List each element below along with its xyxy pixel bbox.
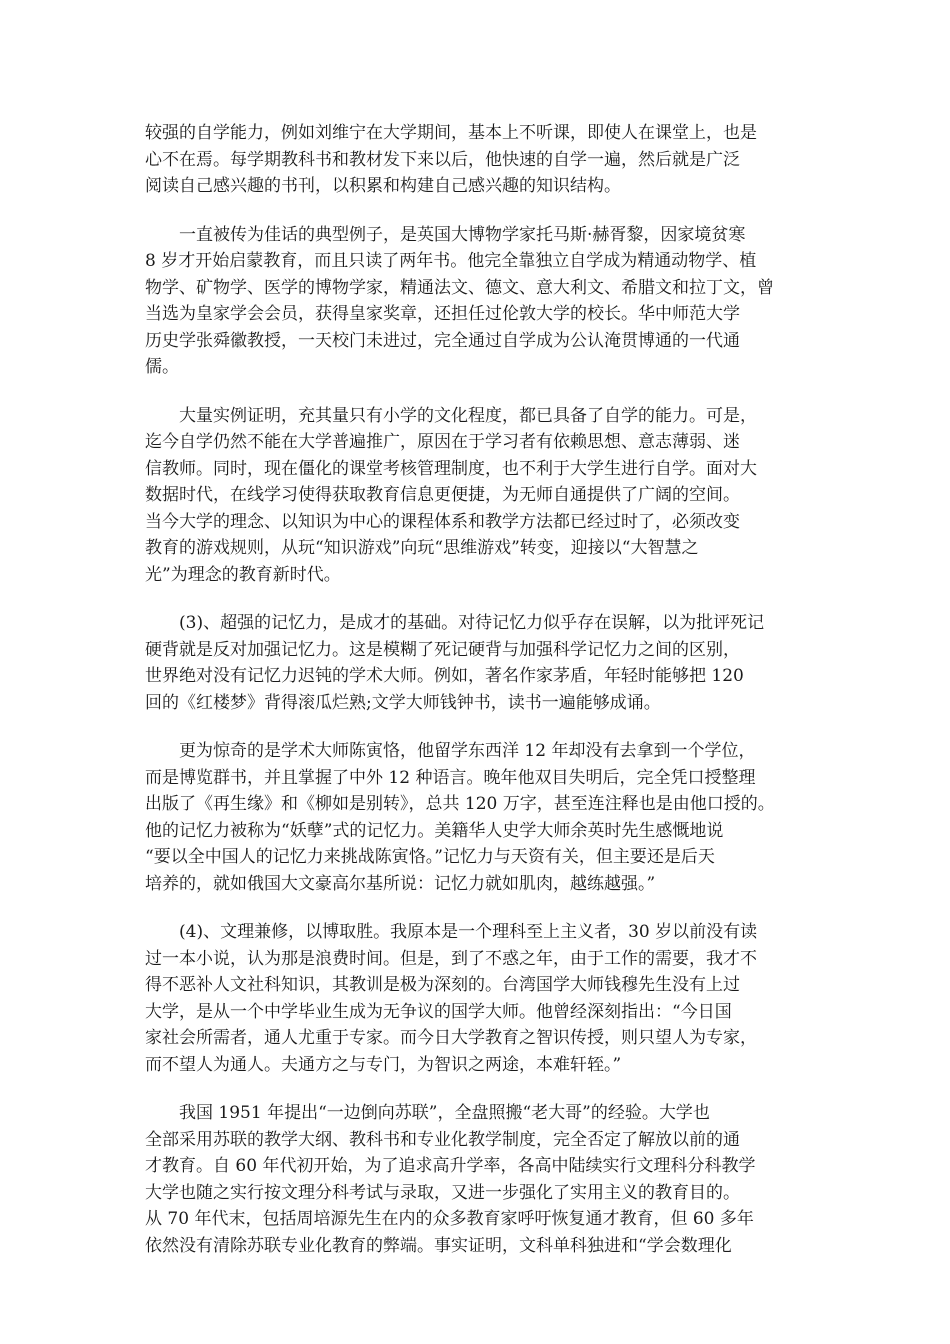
paragraph-2 xyxy=(145,222,809,381)
text-line: 迄今自学仍然不能在大学普遍推广，原因在于学习者有依赖思想、意志薄弱、迷 xyxy=(145,432,740,452)
paragraph-7 xyxy=(145,1100,809,1259)
text-line: 心不在焉。每学期教科书和教材发下来以后，他快速的自学一遍，然后就是广泛 xyxy=(145,149,740,170)
paragraph-3 xyxy=(145,403,809,589)
text-line: 教育的游戏规则，从玩“知识游戏”向玩“思维游戏”转变，迎接以“大智慧之 xyxy=(145,538,699,558)
paragraph-4 xyxy=(145,610,809,716)
text-line: (4)、文理兼修，以博取胜。我原本是一个理科至上主义者，30 岁以前没有读 xyxy=(179,922,758,942)
text-line: 全部采用苏联的教学大纲、教科书和专业化教学制度，完全否定了解放以前的通 xyxy=(145,1129,740,1150)
text-line: 儒。 xyxy=(145,357,179,377)
text-line: 数据时代，在线学习使得获取教育信息更便捷，为无师自通提供了广阔的空间。 xyxy=(145,485,740,505)
text-line: 才教育。自 60 年代初开始，为了追求高升学率，各高中陆续实行文理科分科教学 xyxy=(145,1156,756,1176)
text-line: 大量实例证明，充其量只有小学的文化程度，都已具备了自学的能力。可是， xyxy=(179,405,757,426)
text-line: 大学也随之实行按文理分科考试与录取，又进一步强化了实用主义的教育目的。 xyxy=(145,1182,740,1203)
text-line: 物学、矿物学、医学的博物学家，精通法文、德文、意大利文、希腊文和拉丁文，曾 xyxy=(145,277,774,298)
text-line: 更为惊奇的是学术大师陈寅恪，他留学东西洋 12 年却没有去拿到一个学位， xyxy=(179,741,756,761)
text-line: 历史学张舜徽教授，一天校门未进过，完全通过自学成为公认淹贯博通的一代通 xyxy=(145,330,740,351)
text-line: 而是博览群书，并且掌握了中外 12 种语言。晚年他双目失明后，完全凭口授整理 xyxy=(145,767,756,788)
text-line: 当选为皇家学会会员，获得皇家奖章，还担任过伦敦大学的校长。华中师范大学 xyxy=(145,304,740,324)
text-line: 培养的，就如俄国大文豪高尔基所说：记忆力就如肌肉，越练越强。” xyxy=(145,873,656,894)
text-line: 世界绝对没有记忆力迟钝的学术大师。例如，著名作家茅盾，年轻时能够把 120 xyxy=(145,666,744,686)
text-line: 阅读自己感兴趣的书刊，以积累和构建自己感兴趣的知识结构。 xyxy=(145,176,621,196)
text-line: 出版了《再生缘》和《柳如是别转》，总共 120 万字，甚至连注释也是由他口授的。 xyxy=(145,794,775,814)
document-body xyxy=(145,120,809,1281)
paragraph-6 xyxy=(145,919,809,1078)
paragraph-5 xyxy=(145,738,809,897)
text-line: 8 岁才开始启蒙教育，而且只读了两年书。他完全靠独立自学成为精通动物学、植 xyxy=(145,251,757,271)
text-line: 他的记忆力被称为“妖孽”式的记忆力。美籍华人史学大师余英时先生感慨地说 xyxy=(145,820,724,841)
text-line: 依然没有清除苏联专业化教育的弊端。事实证明，文科单科独进和“学会数理化 xyxy=(145,1235,732,1256)
text-line: 较强的自学能力，例如刘维宁在大学期间，基本上不听课，即使人在课堂上，也是 xyxy=(145,123,757,143)
text-line: 我国 1951 年提出“一边倒向苏联”，全盘照搬“老大哥”的经验。大学也 xyxy=(179,1103,710,1123)
paragraph-1 xyxy=(145,120,809,200)
text-line: 当今大学的理念、以知识为中心的课程体系和教学方法都已经过时了，必须改变 xyxy=(145,511,740,532)
text-line: 硬背就是反对加强记忆力。这是模糊了死记硬背与加强科学记忆力之间的区别， xyxy=(145,639,740,660)
text-line: 从 70 年代末，包括周培源先生在内的众多教育家呼吁恢复通才教育，但 60 多年 xyxy=(145,1209,754,1229)
text-line: 家社会所需者，通人尤重于专家。而今日大学教育之智识传授，则只望人为专家， xyxy=(145,1028,757,1048)
text-line: 大学，是从一个中学毕业生成为无争议的国学大师。他曾经深刻指出：“今日国 xyxy=(145,1001,732,1022)
text-line: (3)、超强的记忆力，是成才的基础。对待记忆力似乎存在误解，以为批评死记 xyxy=(179,613,765,633)
text-line: 回的《红楼梦》背得滚瓜烂熟;文学大师钱钟书，读书一遍能够成诵。 xyxy=(145,692,661,713)
text-line: 得不恶补人文社科知识，其教训是极为深刻的。台湾国学大师钱穆先生没有上过 xyxy=(145,975,740,995)
text-line: 过一本小说，认为那是浪费时间。但是，到了不惑之年，由于工作的需要，我才不 xyxy=(145,948,757,969)
text-line: 而不望人为通人。夫通方之与专门，为智识之两途，本难轩轾。” xyxy=(145,1054,622,1075)
text-line: 一直被传为佳话的典型例子，是英国大博物学家托马斯·赫胥黎，因家境贫寒 xyxy=(179,224,746,245)
text-line: 光”为理念的教育新时代。 xyxy=(145,564,341,585)
text-line: “要以全中国人的记忆力来挑战陈寅恪。”记忆力与天资有关，但主要还是后天 xyxy=(145,847,715,867)
text-line: 信教师。同时，现在僵化的课堂考核管理制度，也不利于大学生进行自学。面对大 xyxy=(145,458,757,479)
